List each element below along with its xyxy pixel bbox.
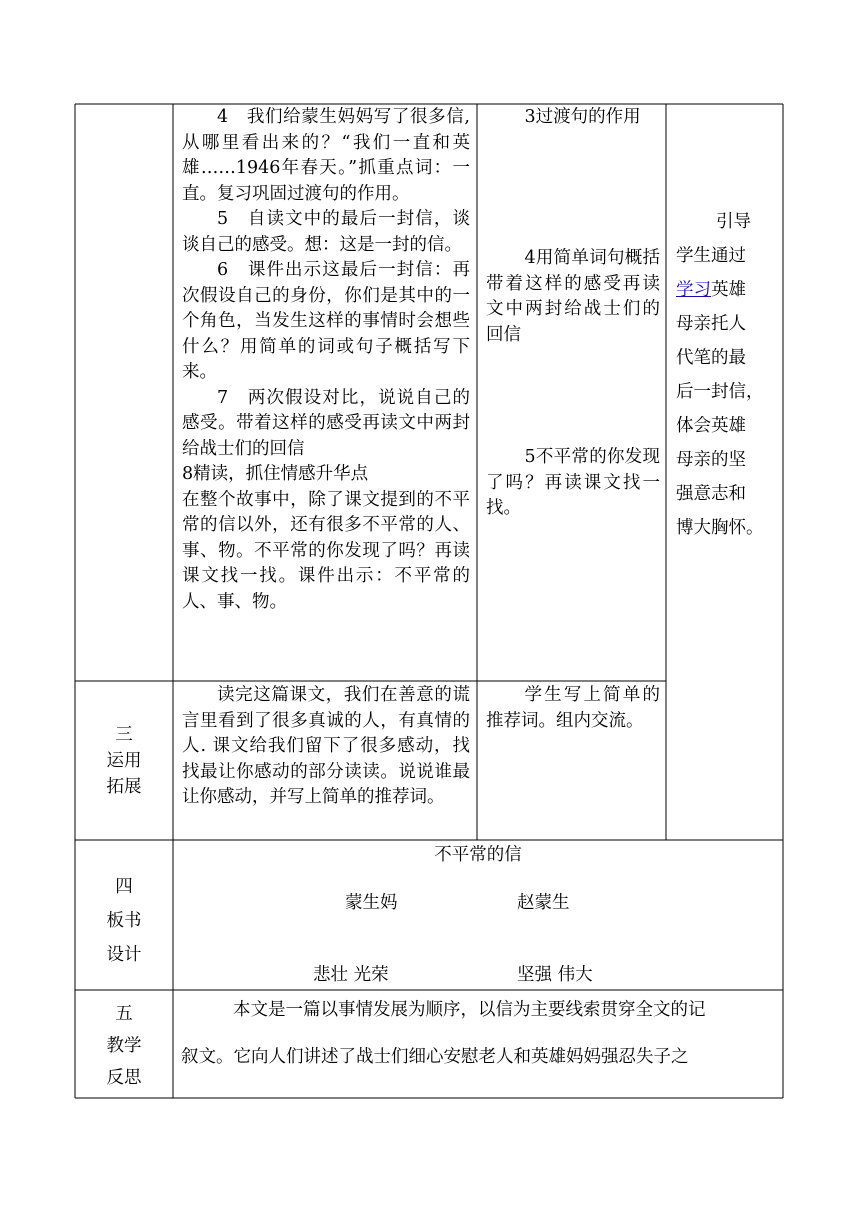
teacher-activities [182,105,470,615]
board-title: 不平常的信 [434,845,522,865]
board-right-words: 坚强 伟大 [517,965,593,985]
intent-line-2: 学生通过 [676,246,746,266]
study-link[interactable]: 学习 [676,280,711,300]
student-activity-5: 5不平常的你发现了吗？再读课文找一找。 [486,447,660,518]
student-activity-3: 3过渡句的作用 [524,107,641,127]
section-5-label: 五 教学 反思 [106,1004,142,1088]
step-7: 7 两次假设对比，说说自己的感受。带着这样的感受再读文中两封给战士们的回信 [182,387,470,459]
reflection-line-2: 叙文。它向人们讲述了战士们细心安慰老人和英雄妈妈强忍失子之 [181,1047,689,1067]
step-5: 5 自读文中的最后一封信，谈谈自己的感受。想：这是一封的信。 [182,209,470,255]
board-left-name: 蒙生妈 [345,893,398,913]
section-4-label: 四 板书 设计 [106,877,142,965]
step-8-text: 在整个故事中，除了课文提到的不平常的信以外，还有很多不平常的人、事、物。不平常的你发现了吗？再读课文找一找。课件出示：不平常的人、事、物。 [182,489,470,612]
section-3-student: 学生写上简单的推荐词。组内交流。 [486,685,660,731]
step-6: 6 课件出示这最后一封信：再次假设自己的身份，你们是其中的一个角色，当发生这样的事情时会想些什么？用简单的词或句子概括写下来。 [182,260,470,382]
step-4: 4 我们给蒙生妈妈写了很多信,从哪里看出来的？“我们一直和英雄……1946年春天。”抓重点词：一直。复习巩固过渡句的作用。 [182,107,470,204]
design-intent: 引导 学生通过 学习英雄 母亲托人 代笔的最 后一封信， 体会英雄 母亲的坚 强意志和 博大胸怀。 [676,205,780,545]
board-left-words: 悲壮 光荣 [313,965,389,985]
board-right-name: 赵蒙生 [517,893,570,913]
intent-line-1: 引导 [716,212,751,232]
student-activity-4: 4用简单词句概括带着这样的感受再读文中两封给战士们的回信 [486,248,660,345]
reflection-line-1: 本文是一篇以事情发展为顺序，以信为主要线索贯穿全文的记 [233,1000,706,1020]
section-3-label: 三 运用 拓展 [106,725,142,797]
step-8-title: 8精读，抓住情感升华点 [182,464,369,484]
section-3-teacher: 读完这篇课文，我们在善意的谎言里看到了很多真诚的人，有真情的人. 课文给我们留下了很多感动，找找最让你感动的部分读读。说说谁最让你感动，并写上简单的推荐词。 [182,685,470,807]
